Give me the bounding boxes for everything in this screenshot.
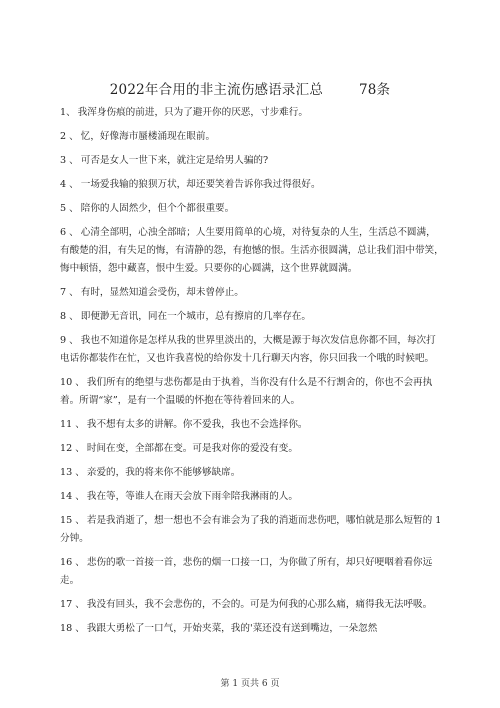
- list-item: [60, 176, 445, 194]
- item-number: 12 、: [60, 443, 85, 454]
- item-number: 11 、: [60, 419, 85, 430]
- item-text: 我也不知道你是怎样从我的世界里淡出的，大概是源于每次发信息你都不回，每次打电话你都装作在忙，又也许我喜悦的给你发十几行聊天内容，你只回我一个哦的时候吧。: [60, 335, 436, 364]
- list-item: [60, 104, 445, 122]
- list-item: [60, 620, 445, 638]
- list-item: [60, 374, 445, 410]
- document-body: [60, 104, 445, 644]
- item-number: 6 、: [60, 227, 79, 238]
- item-text: 即便渺无音讯，同在一个城市，总有擦肩的几率存在。: [80, 311, 311, 322]
- item-number: 17 、: [60, 599, 85, 610]
- item-number: 15 、: [60, 515, 85, 526]
- list-item: [60, 152, 445, 170]
- item-number: 9 、: [60, 335, 79, 346]
- item-number: 7 、: [60, 287, 79, 298]
- item-number: 14 、: [60, 491, 85, 502]
- item-number: 18 、: [60, 623, 85, 634]
- list-item: [60, 512, 445, 548]
- item-text: 亲爱的，我的将来你不能够够缺席。: [86, 467, 241, 478]
- item-number: 13 、: [60, 467, 85, 478]
- item-text: 陪你的人固然少，但个个都很重要。: [80, 203, 235, 214]
- item-text: 可否是女人一世下来，就注定是给男人骗的?: [80, 155, 269, 166]
- item-text: 我不想有太多的讲解。你不爱我，我也不会选择你。: [86, 419, 308, 430]
- list-item: [60, 464, 445, 482]
- list-item: [60, 488, 445, 506]
- item-number: 10 、: [60, 377, 85, 388]
- item-number: 4 、: [60, 179, 79, 190]
- page-footer: 第 1 页共 6 页: [220, 679, 280, 689]
- document-title: 2022年合用的非主流伤感语录汇总 78条: [109, 82, 391, 98]
- item-number: 2 、: [60, 131, 79, 142]
- list-item: [60, 416, 445, 434]
- item-text: 有时，显然知道会受伤，却未曾停止。: [80, 287, 244, 298]
- item-text: 一场爱我输的狼狈万状，却还要笑着告诉你我过得很好。: [80, 179, 321, 190]
- item-text: 我们所有的绝望与悲伤都是由于执着，当你没有什么是不行割舍的，你也不会再执着。所谓“家”，是有一个温暖的怀抱在等待着回来的人。: [60, 377, 433, 406]
- item-number: 8 、: [60, 311, 79, 322]
- list-item: [60, 440, 445, 458]
- list-item: [60, 308, 445, 326]
- item-text: 若是我消逝了，想一想也不会有谁会为了我的消逝而悲伤吧，哪怕就是那么短暂的 1 分钟。: [60, 515, 442, 544]
- list-item: [60, 128, 445, 146]
- item-text: 时间在变，全部都在变。可是我对你的爱没有变。: [86, 443, 298, 454]
- item-text: 悲伤的歌一首接一首，悲伤的烟一口接一口，为你做了所有，却只好哽咽着看你远走。: [60, 557, 433, 586]
- item-text: 我没有回头，我不会悲伤的，不会的。可是为何我的心那么痛，痛得我无法呼吸。: [86, 599, 433, 610]
- item-text: 我跟大勇松了一口气，开始夹菜，我的'菜还没有送到嘴边，一朵忽然: [86, 623, 378, 634]
- item-text: 心清全部明，心浊全部暗；人生要用简单的心境，对待复杂的人生，生活总不圆满，有酸楚的泪，有失足的悔，有清静的怨，有抱憾的恨。生活亦很圆满，总让我们泪中带笑，悔中顿悟，怨中藏喜，恨中生爱。只要你的心圆满，这个世界就圆满。: [60, 227, 444, 274]
- item-text: 忆，好像海市蜃楼涌现在眼前。: [80, 131, 216, 142]
- item-number: 5 、: [60, 203, 79, 214]
- item-text: 我浑身伤痕的前进，只为了避开你的厌恶，寸步难行。: [77, 107, 308, 118]
- list-item: [60, 224, 445, 278]
- item-number: 3 、: [60, 155, 79, 166]
- item-number: 1、: [60, 107, 76, 118]
- list-item: [60, 284, 445, 302]
- item-number: 16 、: [60, 557, 85, 568]
- list-item: [60, 200, 445, 218]
- list-item: [60, 554, 445, 590]
- item-text: 我在等，等谁人在雨天会放下雨伞陪我淋雨的人。: [86, 491, 298, 502]
- list-item: [60, 332, 445, 368]
- list-item: [60, 596, 445, 614]
